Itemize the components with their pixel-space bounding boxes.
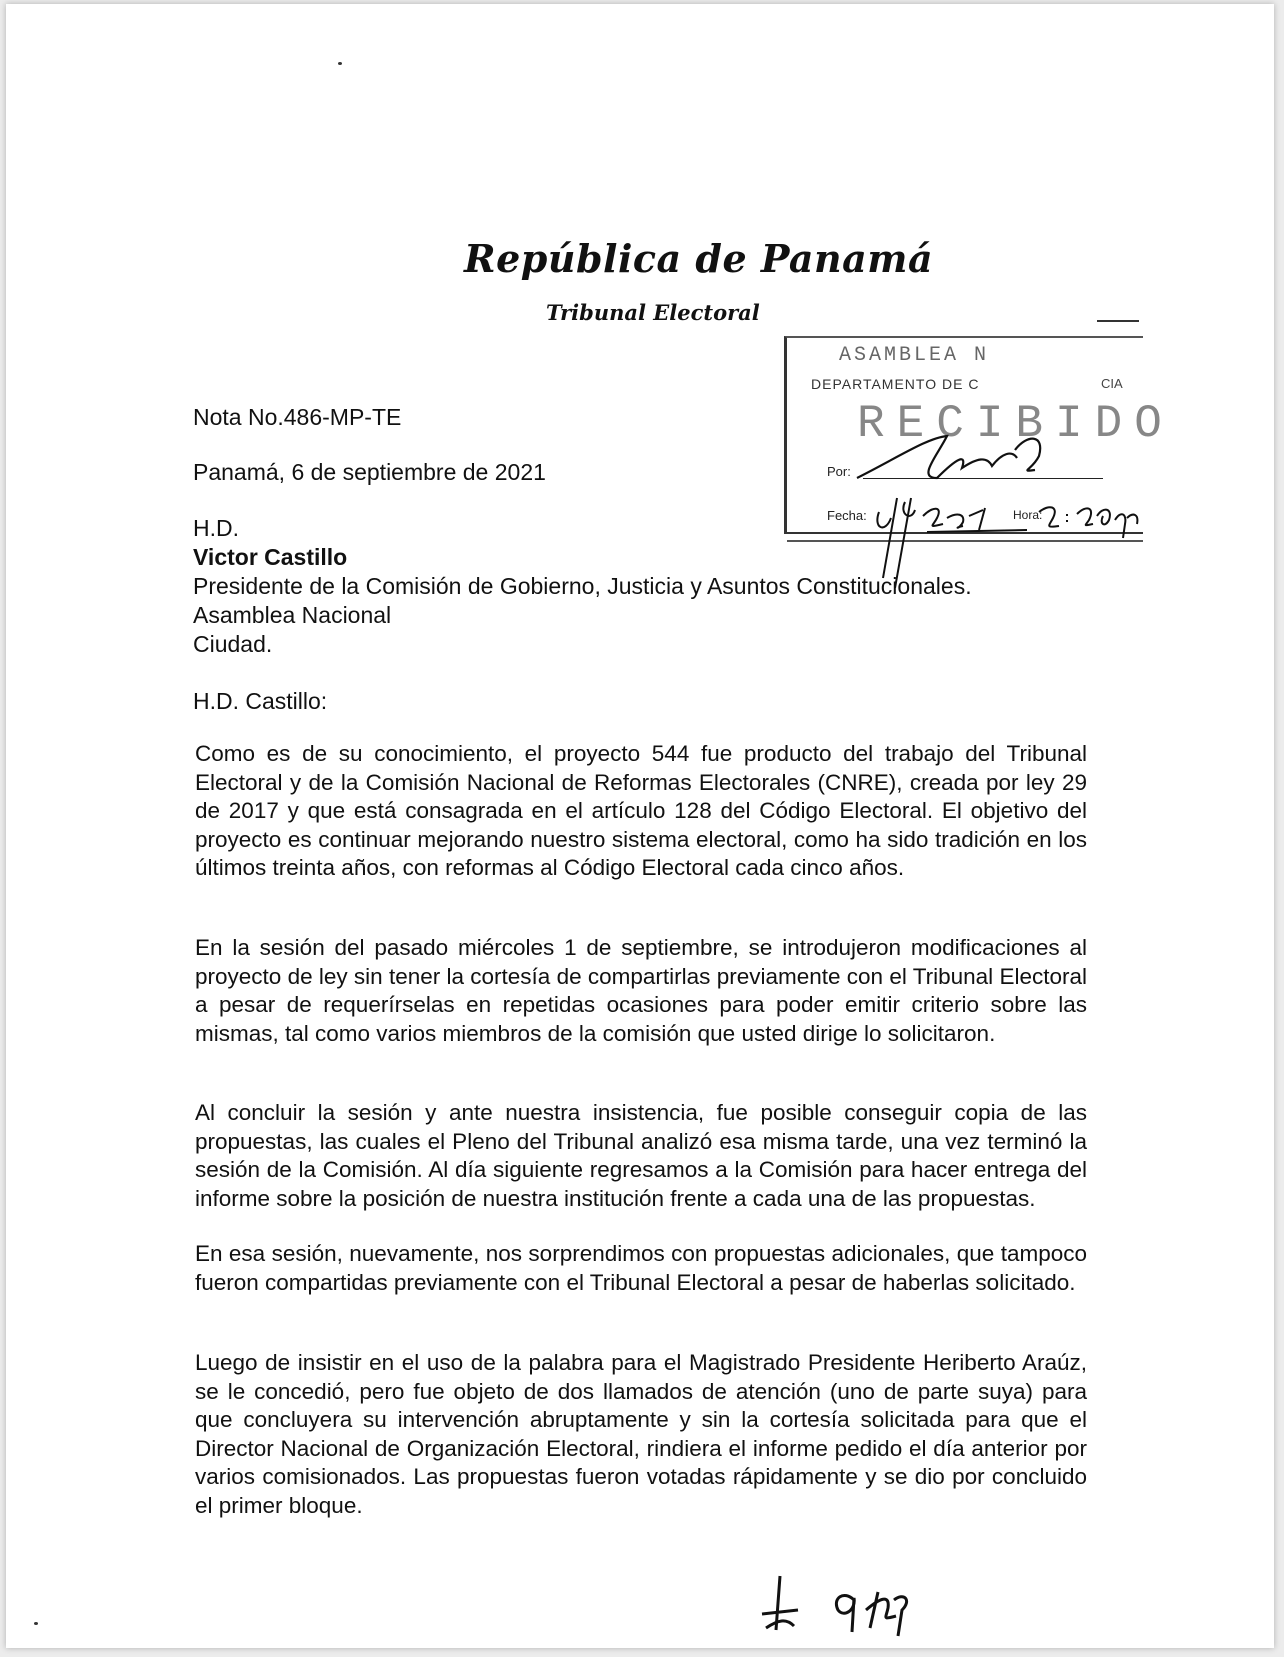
recipient-name: Victor Castillo <box>193 544 348 570</box>
stamp-institution: ASAMBLEA N <box>839 344 990 367</box>
document-page <box>6 4 1274 1648</box>
paragraph: En la sesión del pasado miércoles 1 de septiembre, se introdujeron modificaciones al proyecto de ley sin tener la cortesía de compartirlas previamente con el Tribunal Electoral a pesar de requerírselas en repetidas ocasiones para poder emitir criterio sobre las mismas, tal como varios miembros de la comisión que usted dirige lo solicitaron. <box>195 935 1087 1046</box>
stamp-por-label: Por: <box>827 464 851 479</box>
stamp-fecha-label: Fecha: <box>827 508 867 523</box>
note-number: Nota No.486-MP-TE <box>193 404 402 430</box>
stamp-border-line <box>1097 320 1139 322</box>
letterhead-title: República de Panamá <box>464 236 934 281</box>
recipient-city: Ciudad. <box>193 631 273 657</box>
scan-speck <box>34 1622 38 1625</box>
handwritten-initials <box>758 1570 938 1640</box>
letter-date: Panamá, 6 de septiembre de 2021 <box>193 459 546 485</box>
paragraph: Luego de insistir en el uso de la palabra para el Magistrado Presidente Heriberto Araúz, se le concedió, pero fue objeto de dos llamados de atención (uno de parte suya) para que concluyera su intervención abruptamente y sin la cortesía solicitada para que el Director Nacional de Organización Electoral, rindiera el informe pedido el día anterior por varios comisionados. Las propuestas fueron votadas rápidamente y se dio por concluido el primer bloque. <box>195 1350 1087 1518</box>
stamp-received: RECIBIDO <box>857 398 1174 450</box>
recipient-title: Presidente de la Comisión de Gobierno, Justicia y Asuntos Constitucionales. <box>193 573 972 599</box>
recipient-org: Asamblea Nacional <box>193 602 392 628</box>
signature-stroke <box>857 436 1040 478</box>
scan-speck <box>338 62 342 65</box>
paragraph: Como es de su conocimiento, el proyecto 544 fue producto del trabajo del Tribunal Electoral y de la Comisión Nacional de Reformas Electorales (CNRE), creada por ley 29 de 2017 y que está consagrada en el artículo 128 del Código Electoral. El objetivo del proyecto es continuar mejorando nuestro sistema electoral, como ha sido tradición en los últimos treinta años, con reformas al Código Electoral cada cinco años. <box>195 741 1087 880</box>
initials-stroke <box>762 1576 907 1636</box>
stamp-hora-label: Hora: <box>1013 508 1043 522</box>
recipient-prefix: H.D. <box>193 515 239 541</box>
stamp-department-tail: CIA <box>1101 376 1123 391</box>
stamp-department: DEPARTAMENTO DE C <box>811 376 980 392</box>
received-stamp <box>784 336 1174 534</box>
paragraph: Al concluir la sesión y ante nuestra insistencia, fue posible conseguir copia de las propuestas, las cuales el Pleno del Tribunal analizó esa misma tarde, una vez terminó la sesión de la Comisión. Al día siguiente regresamos a la Comisión para hacer entrega del informe sobre la posición de nuestra institución frente a cada una de las propuestas. <box>195 1100 1087 1211</box>
letterhead-subtitle: Tribunal Electoral <box>546 300 760 325</box>
recipient-block <box>193 514 972 659</box>
paragraph: En esa sesión, nuevamente, nos sorprendimos con propuestas adicionales, que tampoco fueron compartidas previamente con el Tribunal Electoral a pesar de haberlas solicitado. <box>195 1241 1087 1295</box>
salutation: H.D. Castillo: <box>193 688 328 714</box>
time-stroke <box>1039 507 1137 538</box>
